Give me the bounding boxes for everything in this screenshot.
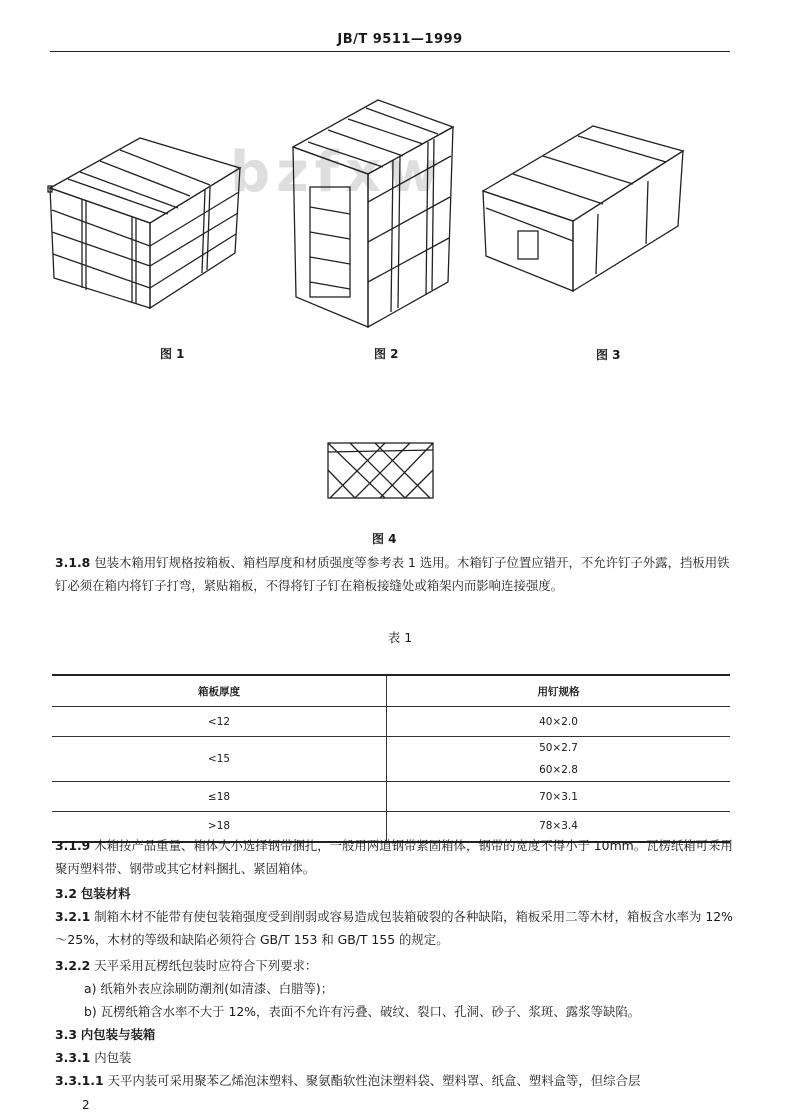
list-item (84, 1002, 640, 1020)
section-number: 3.3.1 (55, 1050, 91, 1065)
watermark: bzfxw (230, 140, 445, 205)
clause-number: 3.1.8 (55, 555, 91, 570)
cell-nails (387, 737, 731, 782)
cross-braced-panel-icon (325, 440, 437, 502)
clause-number: 3.2.2 (55, 958, 91, 973)
page-number: 2 (82, 1098, 90, 1112)
clause-3-1-8 (55, 551, 733, 597)
clause-text: 制箱木材不能带有使包装箱强度受到削弱或容易造成包装箱破裂的各种缺陷，箱板采用二等木材，箱板含水率为 12%～25%，木材的等级和缺陷必须符合 GB/T 153 和 GB/T 155 的规定。 (55, 909, 733, 947)
clause-3-3-1-1 (55, 1071, 640, 1089)
clause-number: 3.1.9 (55, 838, 91, 853)
section-title: 内包装与装箱 (80, 1027, 156, 1042)
cell-thickness: >18 (52, 812, 387, 842)
clause-text: 天平采用瓦楞纸包装时应符合下列要求： (94, 958, 318, 973)
clause-text: 包装木箱用钉规格按箱板、箱档厚度和材质强度等参考表 1 选用。木箱钉子位置应错开，不允许钉子外露，挡板用铁钉必须在箱内将钉子打弯，紧贴箱板，不得将钉子钉在箱板接缝处或箱架内而影响连接强度。 (55, 555, 730, 593)
section-title: 内包装 (94, 1050, 132, 1065)
standard-code: JB/T 9511—1999 (337, 32, 463, 47)
figure-3-caption: 图 3 (596, 348, 621, 362)
clause-number: 3.3.1.1 (55, 1073, 104, 1088)
cell-nails: 70×3.1 (387, 782, 731, 812)
cell-thickness: <12 (52, 707, 387, 737)
list-item-text: 纸箱外表应涂刷防潮剂(如清漆、白腊等)； (100, 981, 334, 996)
clause-text: 木箱按产品重量、箱体大小选择钢带捆扎，一般用两道钢带紧固箱体，钢带的宽度不得小于 10mm。瓦楞纸箱可采用聚丙塑料带、钢带或其它材料捆扎、紧固箱体。 (55, 838, 733, 876)
figure-1-caption: 图 1 (160, 347, 185, 361)
section-3-3-1-heading (55, 1048, 131, 1066)
table-row (52, 737, 730, 782)
tall-wooden-crate-icon (288, 82, 468, 332)
header-rule (50, 51, 730, 52)
clause-text: 天平内装可采用聚苯乙烯泡沫塑料、聚氨酯软性泡沫塑料袋、塑料罩、纸盒、塑料盒等，但综合层 (107, 1073, 641, 1088)
clause-number: 3.2.1 (55, 909, 91, 924)
cell-thickness: <15 (52, 737, 387, 782)
sheathed-crate-icon (478, 96, 693, 291)
list-item-label: a) (84, 981, 97, 996)
section-number: 3.3 (55, 1027, 77, 1042)
section-3-2-heading (55, 884, 130, 902)
table-row (52, 782, 730, 812)
clause-3-1-9 (55, 834, 733, 880)
nail-spec-line: 60×2.8 (539, 764, 578, 776)
figure-2-caption: 图 2 (374, 347, 399, 361)
list-item (84, 979, 333, 997)
cell-nails: 40×2.0 (387, 707, 731, 737)
list-item-label: b) (84, 1004, 97, 1019)
header-board-thickness: 箱板厚度 (52, 675, 387, 707)
cell-nails: 78×3.4 (387, 812, 731, 842)
figure-4-caption: 图 4 (372, 532, 397, 546)
section-number: 3.2 (55, 886, 77, 901)
table-title: 表 1 (387, 630, 413, 645)
list-item-text: 瓦楞纸箱含水率不大于 12%，表面不允许有污叠、破纹、裂口、孔洞、砂子、浆斑、露浆等缺陷。 (100, 1004, 641, 1019)
nail-spec-line: 50×2.7 (539, 742, 578, 754)
section-title: 包装材料 (80, 886, 131, 901)
clause-3-2-1 (55, 905, 733, 951)
section-3-3-heading (55, 1025, 155, 1043)
table-header-row (52, 675, 730, 707)
nail-spec-table (52, 674, 730, 843)
clause-3-2-2 (55, 956, 317, 974)
cell-thickness: ≤18 (52, 782, 387, 812)
table-row (52, 707, 730, 737)
wooden-crate-icon (40, 128, 250, 318)
header-nail-spec: 用钉规格 (387, 675, 731, 707)
